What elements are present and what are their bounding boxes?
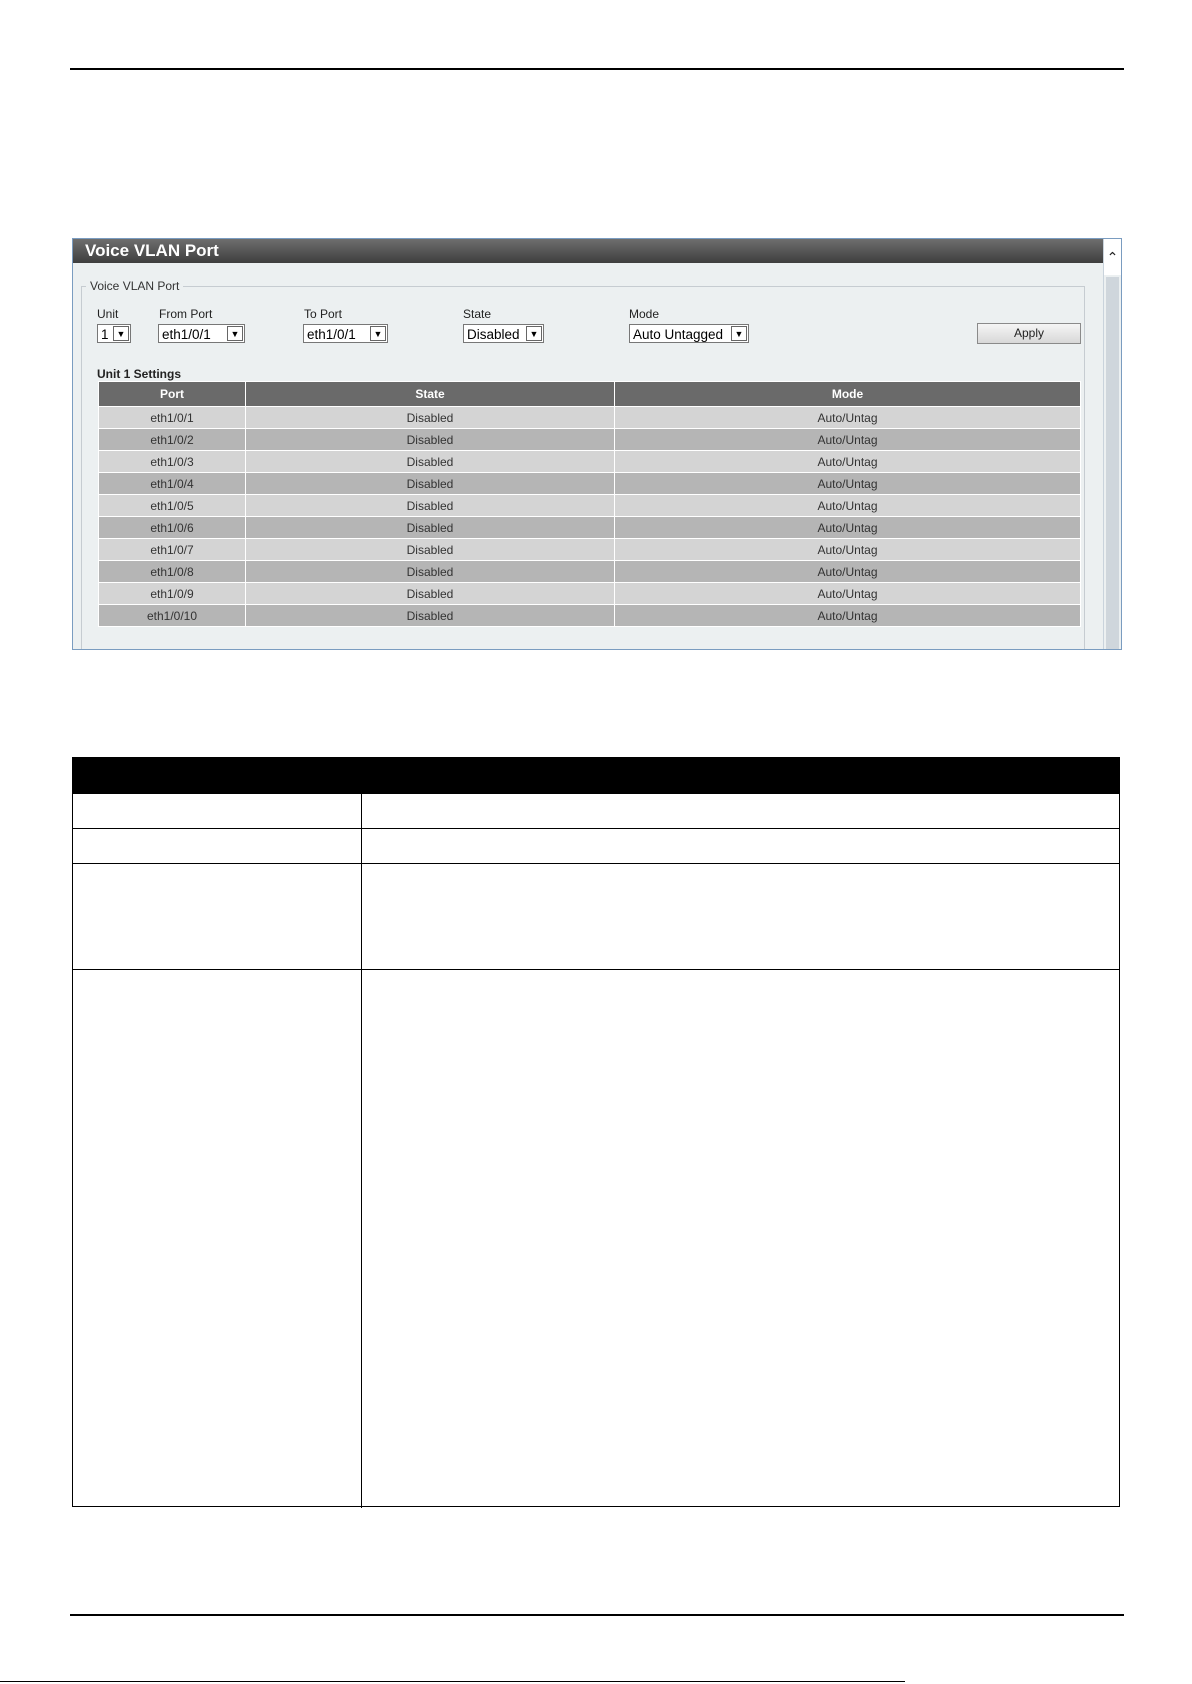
table-row — [99, 561, 1081, 583]
description-table-header — [73, 758, 1119, 794]
state-cell: Disabled — [246, 583, 615, 605]
chevron-down-icon: ▼ — [370, 326, 386, 341]
state-cell: Disabled — [246, 451, 615, 473]
mode-cell: Auto/Untag — [615, 473, 1081, 495]
description-row-divider — [73, 828, 1119, 829]
mode-cell: Auto/Untag — [615, 605, 1081, 627]
state-select-value: Disabled — [467, 327, 520, 342]
description-row-divider — [73, 863, 1119, 864]
voice-vlan-port-window — [72, 238, 1122, 650]
mode-cell: Auto/Untag — [615, 561, 1081, 583]
table-row — [99, 539, 1081, 561]
state-cell: Disabled — [246, 429, 615, 451]
chevron-down-icon: ▼ — [227, 326, 243, 341]
from-port-label: From Port — [159, 307, 213, 321]
mode-cell: Auto/Untag — [615, 583, 1081, 605]
mode-select-value: Auto Untagged — [633, 327, 724, 342]
vertical-scrollbar[interactable] — [1103, 239, 1121, 649]
from-port-select-value: eth1/0/1 — [162, 327, 211, 342]
description-column-divider — [361, 794, 362, 1508]
column-header-mode: Mode — [615, 382, 1081, 407]
state-cell: Disabled — [246, 605, 615, 627]
port-cell: eth1/0/2 — [99, 429, 246, 451]
unit-settings-table — [98, 381, 1081, 627]
state-cell: Disabled — [246, 517, 615, 539]
port-cell: eth1/0/5 — [99, 495, 246, 517]
table-row — [99, 473, 1081, 495]
port-cell: eth1/0/8 — [99, 561, 246, 583]
mode-label: Mode — [629, 307, 660, 321]
state-cell: Disabled — [246, 495, 615, 517]
port-cell: eth1/0/10 — [99, 605, 246, 627]
port-cell: eth1/0/3 — [99, 451, 246, 473]
unit-label: Unit — [97, 307, 119, 321]
unit-settings-title: Unit 1 Settings — [97, 367, 182, 381]
table-header-row — [99, 382, 1081, 407]
table-row — [99, 429, 1081, 451]
from-port-select[interactable] — [158, 324, 245, 343]
state-select[interactable] — [463, 324, 544, 343]
chevron-down-icon: ▼ — [526, 326, 542, 341]
state-cell: Disabled — [246, 407, 615, 429]
to-port-select-value: eth1/0/1 — [307, 327, 356, 342]
panel-body — [73, 263, 1103, 649]
footer-rule — [70, 1614, 1124, 1616]
port-cell: eth1/0/6 — [99, 517, 246, 539]
mode-cell: Auto/Untag — [615, 539, 1081, 561]
fieldset-legend: Voice VLAN Port — [90, 279, 180, 293]
panel-title: Voice VLAN Port — [73, 239, 1103, 263]
port-cell: eth1/0/9 — [99, 583, 246, 605]
mode-cell: Auto/Untag — [615, 495, 1081, 517]
state-cell: Disabled — [246, 539, 615, 561]
column-header-port: Port — [99, 382, 246, 407]
table-row — [99, 495, 1081, 517]
port-cell: eth1/0/4 — [99, 473, 246, 495]
page-edge-rule — [0, 1681, 905, 1682]
table-row — [99, 517, 1081, 539]
scrollbar-thumb[interactable] — [1106, 277, 1119, 649]
state-cell: Disabled — [246, 561, 615, 583]
mode-cell: Auto/Untag — [615, 517, 1081, 539]
column-header-state: State — [246, 382, 615, 407]
table-row — [99, 407, 1081, 429]
mode-cell: Auto/Untag — [615, 429, 1081, 451]
apply-button[interactable]: Apply — [977, 323, 1081, 344]
table-row — [99, 451, 1081, 473]
table-row — [99, 605, 1081, 627]
header-rule — [70, 68, 1124, 70]
mode-cell: Auto/Untag — [615, 451, 1081, 473]
port-cell: eth1/0/7 — [99, 539, 246, 561]
to-port-label: To Port — [304, 307, 343, 321]
state-label: State — [463, 307, 492, 321]
chevron-up-icon[interactable]: ⌃ — [1104, 239, 1121, 275]
chevron-down-icon: ▼ — [113, 326, 129, 341]
unit-select[interactable] — [97, 324, 131, 343]
mode-select[interactable] — [629, 324, 749, 343]
mode-cell: Auto/Untag — [615, 407, 1081, 429]
description-row-divider — [73, 969, 1119, 970]
port-cell: eth1/0/1 — [99, 407, 246, 429]
to-port-select[interactable] — [303, 324, 388, 343]
table-row — [99, 583, 1081, 605]
parameter-description-table — [72, 757, 1120, 1507]
unit-select-value: 1 — [101, 327, 109, 342]
state-cell: Disabled — [246, 473, 615, 495]
chevron-down-icon: ▼ — [731, 326, 747, 341]
